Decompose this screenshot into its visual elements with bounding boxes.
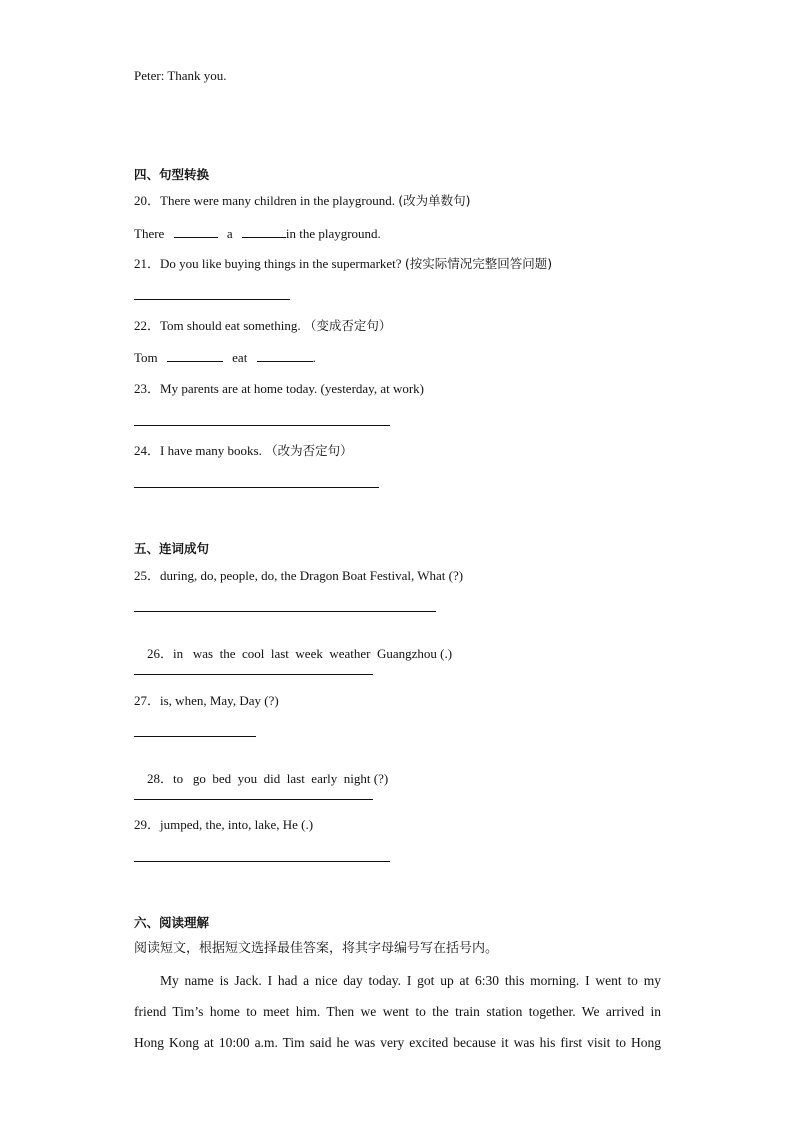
question-text: Do you like buying things in the supermarket?: [160, 256, 405, 271]
answer-20: [134, 225, 381, 242]
reading-instruction: 阅读短文，根据短文选择最佳答案，将其字母编号写在括号内。: [134, 941, 499, 956]
question-text: I have many books.: [160, 443, 266, 458]
passage-line: Hong Kong at 10:00 a.m. Tim said he was very excited because it was his first visit to Hong: [134, 1035, 661, 1050]
answer-line-26[interactable]: [134, 674, 373, 675]
passage-line: My name is Jack. I had a nice day today. I got up at 6:30 this morning. I went to my: [160, 973, 661, 988]
question-text: jumped, the, into, lake, He (.): [160, 817, 314, 832]
question-number: 20．: [134, 193, 161, 208]
answer-word: There: [134, 226, 165, 241]
question-text: There were many children in the playground.: [160, 193, 399, 208]
question-hint: （变成否定句）: [303, 318, 392, 333]
dialogue-end: Peter: Thank you.: [134, 68, 227, 83]
passage-line: friend Tim’s home to meet him. Then we went to the train station together. We arrived in: [134, 1004, 661, 1019]
question-21: [134, 256, 552, 272]
question-27: [134, 693, 279, 709]
question-number: 25．: [134, 568, 161, 583]
question-29: [134, 817, 313, 833]
answer-blank[interactable]: [167, 349, 223, 362]
question-28: [134, 755, 388, 803]
question-text: during, do, people, do, the Dragon Boat Festival, What (?): [160, 568, 464, 583]
question-number: 26．: [147, 646, 174, 661]
answer-word: eat: [232, 350, 248, 365]
question-number: 28．: [147, 771, 174, 786]
answer-line-27[interactable]: [134, 736, 256, 737]
answer-line-28[interactable]: [134, 799, 373, 800]
answer-blank[interactable]: [174, 225, 218, 238]
answer-line-23[interactable]: [134, 425, 390, 426]
section-6-heading: 六、阅读理解: [134, 915, 210, 930]
answer-word: .: [312, 350, 316, 365]
answer-blank[interactable]: [242, 225, 286, 238]
section-5-heading: 五、连词成句: [134, 541, 210, 556]
answer-word: a: [226, 226, 233, 241]
question-text: in was the cool last week weather Guangzhou (.): [173, 646, 453, 661]
answer-line-25[interactable]: [134, 611, 436, 612]
question-26: [134, 630, 452, 678]
question-text: My parents are at home today. (yesterday, at work): [160, 381, 425, 396]
answer-line-21[interactable]: [134, 299, 290, 300]
question-number: 23．: [134, 381, 161, 396]
question-text: to go bed you did last early night (?): [173, 771, 389, 786]
question-number: 21．: [134, 256, 161, 271]
answer-line-29[interactable]: [134, 861, 390, 862]
question-text: is, when, May, Day (?): [160, 693, 279, 708]
question-22: [134, 318, 391, 334]
question-25: [134, 568, 463, 584]
answer-word: Tom: [134, 350, 158, 365]
question-hint: (按实际情况完整回答问题): [404, 256, 553, 271]
answer-22: [134, 349, 316, 366]
answer-blank[interactable]: [257, 349, 313, 362]
answer-word: in the playground.: [285, 226, 381, 241]
question-text: Tom should eat something.: [160, 318, 304, 333]
question-number: 29．: [134, 817, 161, 832]
section-4-heading: 四、句型转换: [134, 167, 210, 182]
question-hint: (改为单数句): [398, 193, 471, 208]
answer-line-24[interactable]: [134, 487, 379, 488]
question-hint: （改为否定句）: [265, 443, 353, 458]
question-24: [134, 443, 353, 459]
question-number: 24．: [134, 443, 161, 458]
question-23: [134, 381, 424, 397]
question-number: 27．: [134, 693, 161, 708]
question-number: 22．: [134, 318, 161, 333]
question-20: [134, 193, 471, 209]
